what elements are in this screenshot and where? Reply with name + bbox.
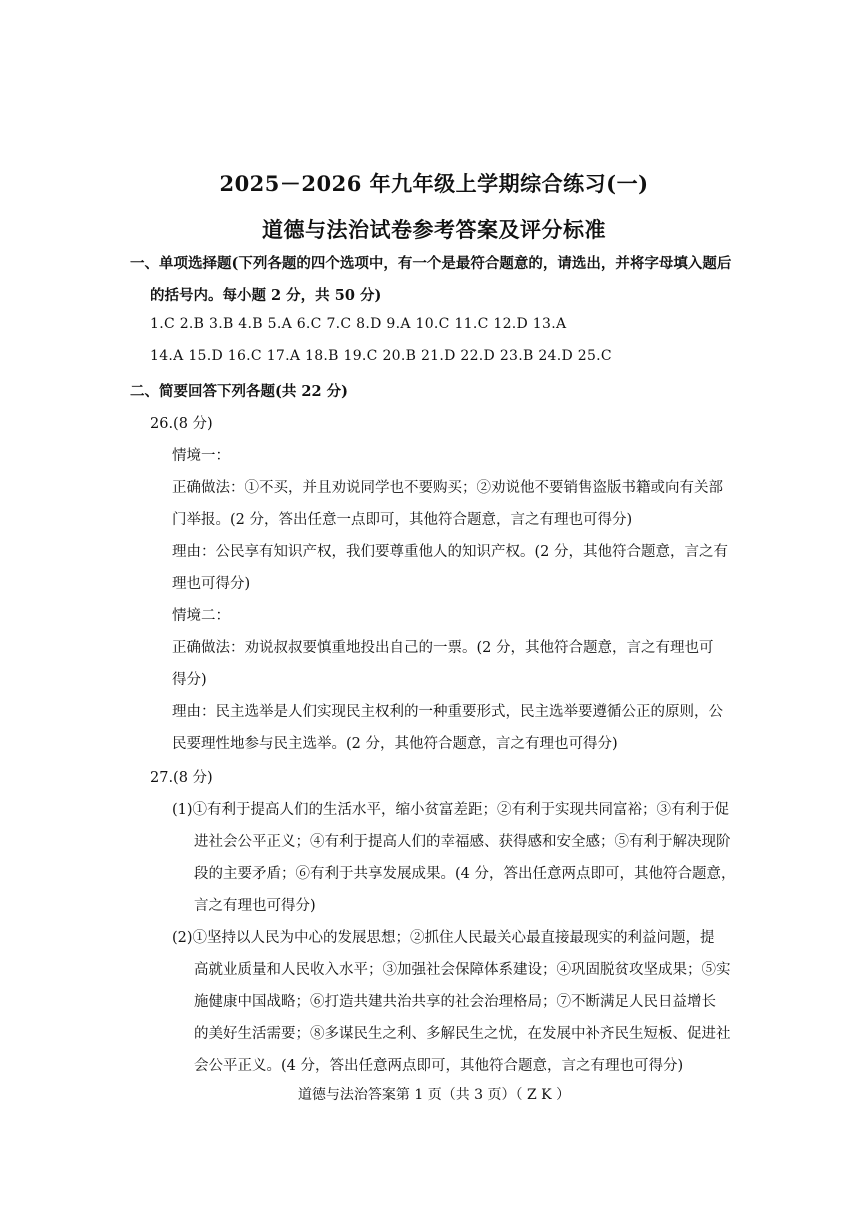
q26-scenario1-label: 情境一： xyxy=(172,448,230,464)
q27-p1-line3: 段的主要矛盾；⑥有利于共享发展成果。(4 分，答出任意两点即可，其他符合题意， xyxy=(194,866,736,882)
q27-p1-line2: 进社会公平正义；④有利于提高人们的幸福感、获得感和安全感；⑤有利于解决现阶 xyxy=(194,834,731,850)
section2-heading: 二、简要回答下列各题(共 22 分) xyxy=(130,383,348,400)
q26-s2-line4: 民要理性地参与民主选举。(2 分，其他符合题意，言之有理也可得分) xyxy=(172,736,618,752)
q26-s2-line3: 理由：民主选举是人们实现民主权利的一种重要形式，民主选举要遵循公正的原则，公 xyxy=(172,704,723,720)
q27-p2-line1: (2)①坚持以人民为中心的发展思想；②抓住人民最关心最直接最现实的利益问题，提 xyxy=(172,930,715,946)
q26-s1-line4: 理也可得分) xyxy=(172,576,251,592)
q26-s2-line2: 得分) xyxy=(172,672,207,688)
q26-s1-line1: 正确做法：①不买，并且劝说同学也不要购买；②劝说他不要销售盗版书籍或向有关部 xyxy=(172,480,723,496)
q26-s2-line1: 正确做法：劝说叔叔要慎重地投出自己的一票。(2 分，其他符合题意，言之有理也可 xyxy=(172,640,714,656)
q27-p1-line4: 言之有理也可得分) xyxy=(194,898,316,914)
q27-label: 27.(8 分) xyxy=(150,770,213,786)
q26-s1-line3: 理由：公民享有知识产权，我们要尊重他人的知识产权。(2 分，其他符合题意，言之有 xyxy=(172,544,728,560)
answer-row-1: 1.C 2.B 3.B 4.B 5.A 6.C 7.C 8.D 9.A 10.C 11.C 12.D 13.A xyxy=(150,316,567,332)
q27-p2-line4: 的美好生活需要；⑧多谋民生之利、多解民生之忧，在发展中补齐民生短板、促进社 xyxy=(194,1026,731,1042)
page-footer: 道德与法治答案第 1 页（共 3 页）（ Z K ） xyxy=(297,1087,571,1103)
page-subtitle: 道德与法治试卷参考答案及评分标准 xyxy=(262,217,606,242)
q27-p2-line5: 会公平正义。(4 分，答出任意两点即可，其他符合题意，言之有理也可得分) xyxy=(194,1058,684,1074)
q26-label: 26.(8 分) xyxy=(150,416,213,432)
q27-p2-line2: 高就业质量和人民收入水平；③加强社会保障体系建设；④巩固脱贫攻坚成果；⑤实 xyxy=(194,962,731,978)
q26-s1-line2: 门举报。(2 分，答出任意一点即可，其他符合题意，言之有理也可得分) xyxy=(172,512,633,528)
answer-row-2: 14.A 15.D 16.C 17.A 18.B 19.C 20.B 21.D 22.D 23.B 24.D 25.C xyxy=(150,348,612,364)
page-title: 2025－2026 年九年级上学期综合练习(一) xyxy=(219,171,649,196)
q27-p1-line1: (1)①有利于提高人们的生活水平，缩小贫富差距；②有利于实现共同富裕；③有利于促 xyxy=(172,802,730,818)
section1-heading-cont: 的括号内。每小题 2 分，共 50 分) xyxy=(150,287,382,304)
q26-scenario2-label: 情境二： xyxy=(172,608,230,624)
section1-heading: 一、单项选择题(下列各题的四个选项中，有一个是最符合题意的，请选出，并将字母填入题后 xyxy=(130,255,732,272)
q27-p2-line3: 施健康中国战略；⑥打造共建共治共享的社会治理格局；⑦不断满足人民日益增长 xyxy=(194,994,716,1010)
